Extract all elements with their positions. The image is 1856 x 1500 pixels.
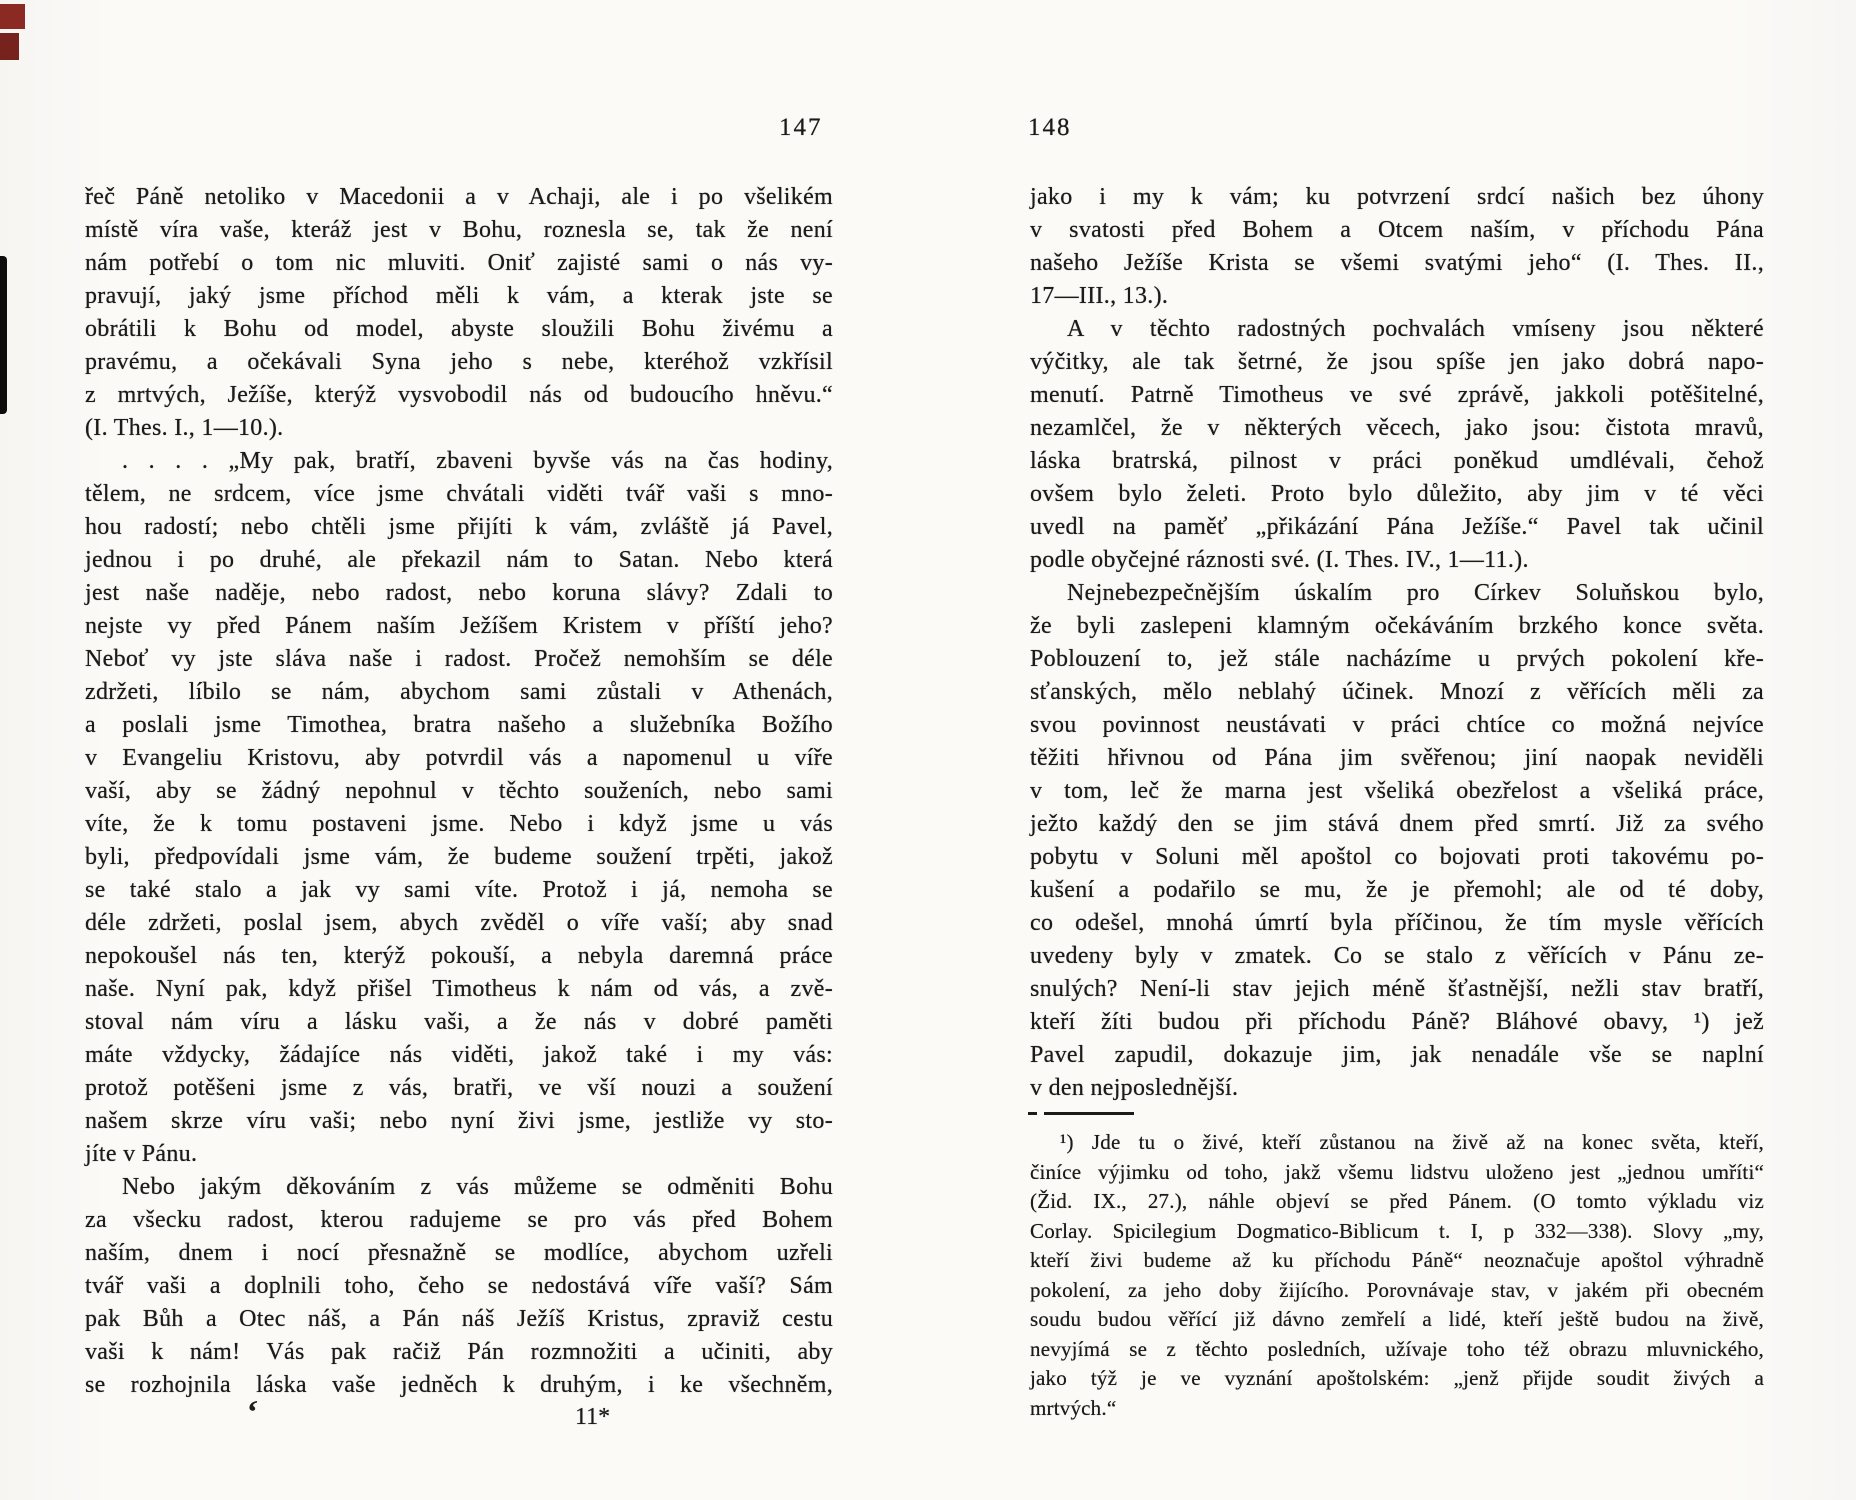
text-line: naším, dnem i nocí přesnažně se modlíce, abychom uzřeli — [85, 1240, 833, 1266]
text-line: co odešel, mnohá úmrtí byla příčinou, že tím mysle věřících — [1030, 910, 1764, 936]
text-line: v Evangeliu Kristovu, aby potvrdil vás a napomenul u víře — [85, 745, 833, 771]
text-line: tělem, ne srdcem, více jsme chvátali viděti tvář vaši s mno- — [85, 481, 833, 507]
page-number-right: 148 — [1028, 114, 1072, 141]
text-line: tvář vaši a doplnili toho, čeho se nedostává víře vaší? Sám — [85, 1273, 833, 1299]
text-line: z mrtvých, Ježíše, kterýž vysvobodil nás od budoucího hněvu.“ — [85, 382, 833, 408]
text-line: zdržeti, líbilo se nám, abychom sami zůstali v Athenách, — [85, 679, 833, 705]
text-line: vaši k nám! Vás pak račiž Pán rozmnožiti a učiniti, aby — [85, 1339, 833, 1365]
text-line: pak Bůh a Otec náš, a Pán náš Ježíš Kristus, zpraviž cestu — [85, 1306, 833, 1332]
text-line: uvedeny byly v zmatek. Co se stalo z věřících v Pánu ze- — [1030, 943, 1764, 969]
text-line: našeho Ježíše Krista se všemi svatými jeho“ (I. Thes. II., — [1030, 250, 1764, 276]
text-line: A v těchto radostných pochvalách vmíseny jsou některé — [1067, 316, 1764, 342]
text-line: v tom, leč že marna jest všeliká obezřelost a všeliká práce, — [1030, 778, 1764, 804]
text-line: byli, předpovídali jsme vám, že budeme soužení trpěti, jakož — [85, 844, 833, 870]
text-line: kteří žíti budou při příchodu Páně? Bláhové obavy, ¹) jež — [1030, 1009, 1764, 1035]
text-line: obrátili k Bohu od model, abyste sloužili Bohu živému a — [85, 316, 833, 342]
text-line: 17—III., 13.). — [1030, 283, 1169, 309]
footnote-rule — [1044, 1112, 1134, 1115]
paragraph — [1030, 1128, 1764, 1423]
text-line: (Žid. IX., 27.), náhle objeví se před Pánem. (O tomto výkladu viz — [1030, 1189, 1764, 1213]
signature-mark: 11* — [575, 1404, 611, 1430]
paragraph — [1030, 181, 1764, 313]
text-line: hou radostí; nebo chtěli jsme přijíti k vám, zvláště já Pavel, — [85, 514, 833, 540]
text-line: nevyjímá se z těchto posledních, užívaje toho též obrazu mluvnického, — [1030, 1336, 1764, 1361]
paragraph — [85, 445, 833, 1171]
scan-edge-black-mark — [0, 256, 7, 414]
text-line: našem skrze víru vaši; nebo nyní živi jsme, jestliže vy sto- — [85, 1108, 833, 1134]
text-line: láska bratrská, pilnost v práci poněkud umdlévali, čehož — [1030, 448, 1764, 474]
text-line: vaší, aby se žádný nepohnul v těchto souženích, nebo sami — [85, 778, 833, 804]
text-line: mrtvých.“ — [1030, 1395, 1117, 1420]
text-line: Corlay. Spicilegium Dogmatico-Biblicum t. I, p 332—338). Slovy „my, — [1030, 1218, 1764, 1243]
scan-edge-red-tab — [0, 33, 19, 60]
text-line: těžiti hřivnou od Pána jim svěřenou; jiní naopak neviděli — [1030, 745, 1764, 771]
text-line: sťanských, mělo neblahý účinek. Mnozí z věřících měli za — [1030, 679, 1764, 705]
text-line: soudu budou věřící již dávno zemřelí a lidé, kteří ještě budou na živě, — [1030, 1307, 1764, 1331]
text-line: činíce výjimku od toho, jakž všemu lidstvu uloženo jest „jednou umříti“ — [1030, 1159, 1764, 1184]
text-line: Poblouzení to, jež stále nacházíme u prvých pokolení kře- — [1030, 646, 1764, 672]
text-line: se také stalo a jak vy sami víte. Protož i já, nemoha se — [85, 877, 833, 903]
text-line: Nejnebezpečnějším úskalím pro Církev Soluňskou bylo, — [1067, 580, 1764, 606]
text-line: jako i my k vám; ku potvrzení srdcí našich bez úhony — [1030, 184, 1764, 210]
text-line: a poslali jsme Timothea, bratra našeho a služebníka Božího — [85, 712, 833, 738]
text-line: nám potřebí o tom nic mluviti. Oniť zajisté sami o nás vy- — [85, 250, 833, 276]
text-line: výčitky, ale tak šetrné, že jsou spíše jen jako dobrá napo- — [1030, 349, 1764, 375]
paragraph — [1030, 313, 1764, 577]
ink-smudge-artifact: ‘ — [243, 1393, 260, 1432]
text-line: svou povinnost neustávati v práci chtíce co možná nejvíce — [1030, 712, 1764, 738]
text-line: protož potěšeni jsme z vás, bratři, ve vší nouzi a soužení — [85, 1075, 833, 1101]
text-line: se rozhojnila láska vaše jedněch k druhým, i ke všechněm, — [85, 1372, 833, 1398]
text-line: jednou i po druhé, ale překazil nám to Satan. Nebo která — [85, 547, 833, 573]
footnote-text — [1030, 1128, 1764, 1423]
text-line: Nebo jakým děkováním z vás můžeme se odměniti Bohu — [122, 1174, 833, 1200]
paragraph — [1030, 577, 1764, 1105]
text-line: že byli zaslepeni klamným očekáváním brzkého konce světa. — [1030, 613, 1764, 639]
page-number-left: 147 — [779, 114, 823, 141]
left-page-text-column — [85, 181, 833, 1402]
text-line: kteří živi budeme až ku příchodu Páně“ neoznačuje apoštol výhradně — [1030, 1248, 1764, 1272]
text-line: jíte v Pánu. — [85, 1141, 198, 1167]
text-line: nezamlčel, že v některých věcech, jako jsou: čistota mravů, — [1030, 415, 1764, 441]
right-page-text-column — [1030, 181, 1764, 1105]
text-line: víte, že k tomu postaveni jsme. Nebo i když jsme u vás — [85, 811, 833, 837]
text-line: nepokoušel nás ten, kterýž pokouší, a nebyla daremná práce — [85, 943, 833, 969]
text-line: místě víra vaše, kteráž jest v Bohu, roznesla se, tak že není — [85, 217, 833, 243]
text-line: snulých? Není-li stav jejich méně šťastnější, nežli stav bratří, — [1030, 976, 1764, 1002]
text-line: ovšem bylo želeti. Proto bylo důležito, aby jim v té věci — [1030, 481, 1764, 507]
text-line: (I. Thes. I., 1—10.). — [85, 415, 284, 441]
text-line: déle zdržeti, poslal jsem, abych zvěděl o víře vaší; aby snad — [85, 910, 833, 936]
text-line: podle obyčejné ráznosti své. (I. Thes. IV., 1—11.). — [1030, 547, 1529, 573]
text-line: . . . . „My pak, bratří, zbaveni byvše vás na čas hodiny, — [122, 448, 833, 474]
text-line: pobytu v Soluni měl apoštol co bojovati proti takovému po- — [1030, 844, 1764, 870]
text-line: kušení a podařilo se mu, že je přemohl; ale od té doby, — [1030, 877, 1764, 903]
text-line: menutí. Patrně Timotheus ve své zprávě, jakkoli potěšitelné, — [1030, 382, 1764, 408]
text-line: naše. Nyní pak, když přišel Timotheus k nám od vás, a zvě- — [85, 976, 833, 1002]
text-line: pravují, jaký jsme příchod měli k vám, a kterak jste se — [85, 283, 833, 309]
text-line: máte vždycky, žádajíce nás viděti, jakož také i my vás: — [85, 1042, 833, 1068]
text-line: v svatosti před Bohem a Otcem naším, v příchodu Pána — [1030, 217, 1764, 243]
text-line: v den nejposlednější. — [1030, 1075, 1239, 1101]
text-line: pravému, a očekávali Syna jeho s nebe, kteréhož vzkřísil — [85, 349, 833, 375]
text-line: pokolení, za jeho doby žijícího. Porovnávaje stav, v jakém při obecném — [1030, 1277, 1764, 1302]
paragraph — [85, 1171, 833, 1402]
text-line: uvedl na paměť „přikázání Pána Ježíše.“ Pavel tak učinil — [1030, 514, 1764, 540]
text-line: nejste vy před Pánem naším Ježíšem Kristem v příští jeho? — [85, 613, 833, 639]
text-line: Neboť vy jste sláva naše i radost. Pročež nemohším se déle — [85, 646, 833, 672]
paragraph — [85, 181, 833, 445]
text-line: jest naše naděje, nebo radost, nebo koruna slávy? Zdali to — [85, 580, 833, 606]
text-line: stoval nám víru a lásku vaši, a že nás v dobré paměti — [85, 1009, 833, 1035]
scan-edge-red-tab — [0, 4, 25, 29]
text-line: řeč Páně netoliko v Macedonii a v Achaji, ale i po všelikém — [85, 184, 833, 210]
text-line: Pavel zapudil, dokazuje jim, jak nenadále vše se naplní — [1030, 1042, 1764, 1068]
text-line: ježto každý den se jim stává dnem před smrtí. Již za svého — [1030, 811, 1764, 837]
text-line: jako týž je ve vyznání apoštolském: „jenž přijde soudit živých a — [1030, 1366, 1764, 1390]
text-line: za všecku radost, kterou radujeme se pro vás před Bohem — [85, 1207, 833, 1233]
text-line: ¹) Jde tu o živé, kteří zůstanou na živě až na konec světa, kteří, — [1060, 1130, 1764, 1154]
